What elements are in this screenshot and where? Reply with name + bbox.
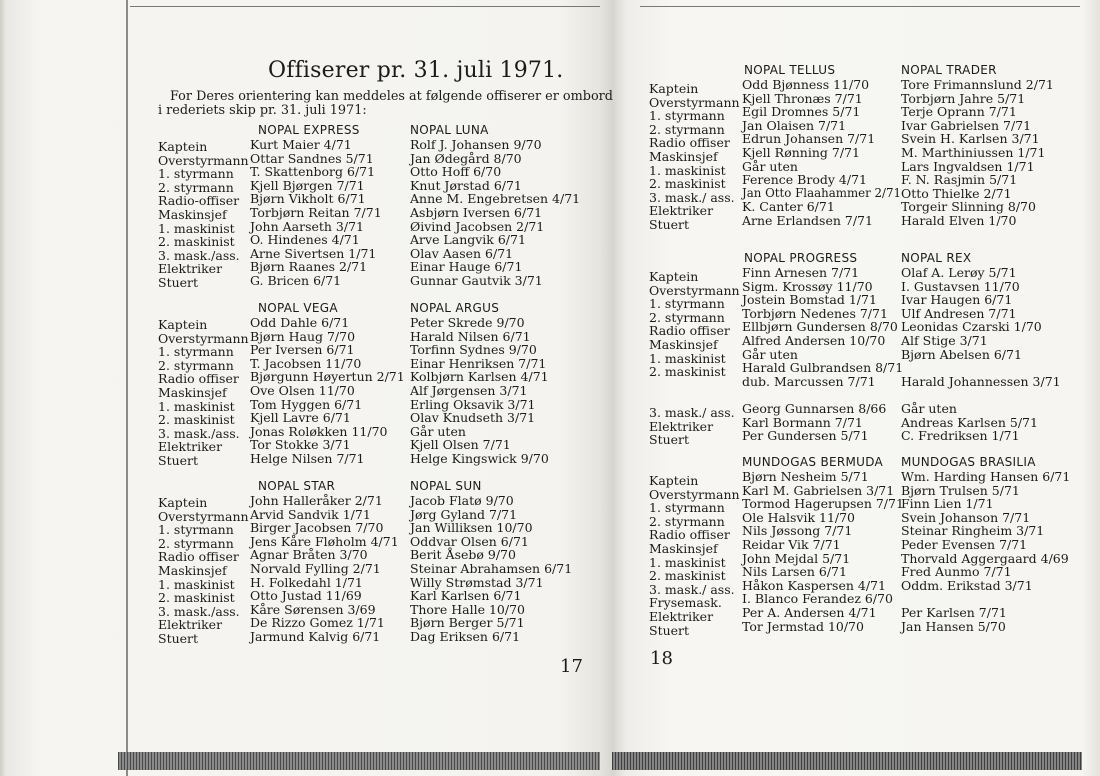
officer-entry: Bjørn Berger 5/71 [410,615,525,631]
officer-entry: Andreas Karlsen 5/71 [901,414,1038,430]
top-rule [640,6,1080,7]
officer-entry: Odd Bjønness 11/70 [742,77,870,92]
rank-label: Stuert [158,630,199,646]
officer-entry: De Rizzo Gomez 1/71 [250,615,385,631]
officer-entry: Tor Jermstad 10/70 [742,618,864,634]
officer-entry: Finn Lien 1/71 [901,496,994,512]
rank-label: Elektriker [649,608,714,624]
officer-entry [901,388,1061,402]
officer-entry: Nils Larsen 6/71 [742,564,847,580]
rank-label: 3. mask./ass. [158,425,240,441]
officer-entry: Svein Johanson 7/71 [901,509,1031,525]
officer-entry: Willy Strømstad 3/71 [410,574,544,590]
officer-entry: Torbjørn Reitan 7/71 [250,204,382,220]
rank-label: 1. styrmann [158,522,234,538]
officer-entry: John Halleråker 2/71 [250,493,383,508]
officer-entry: Leonidas Czarski 1/70 [901,319,1042,335]
rank-column [649,270,740,447]
rank-label: Radio offiser [649,527,730,543]
page-number: 18 [650,648,673,669]
officer-entry: Terje Oprann 7/71 [901,104,1017,120]
officer-entry: Thorvald Aggergaard 4/69 [901,550,1069,566]
officer-entry: Svein H. Karlsen 3/71 [901,131,1040,147]
rank-label: Elektriker [649,203,714,219]
officer-entry: Dag Eriksen 6/71 [410,628,521,644]
rank-label: Overstyrmann [158,152,249,168]
officer-entry: Bjørgunn Høyertun 2/71 [250,369,405,385]
officer-entry: Olaf A. Lerøy 5/71 [901,265,1017,280]
rank-label [649,392,740,406]
page-title: Offiserer pr. 31. juli 1971. [268,58,564,83]
top-rule [130,6,600,7]
rank-label: 2. maskinist [158,590,235,606]
rank-label: Elektriker [158,439,223,455]
officer-entry: Karl M. Gabrielsen 3/71 [742,482,895,498]
officer-entry: Tormod Hagerupsen 7/71 [742,496,904,512]
officer-entry: Jonas Roløkken 11/70 [250,423,388,439]
rank-column [158,140,249,290]
officer-entry: Helge Kingswick 9/70 [410,450,549,466]
rank-label: 1. maskinist [649,554,726,570]
officer-entry: Ivar Gabrielsen 7/71 [901,117,1032,133]
rank-column [158,318,249,468]
rank-label: 1. maskinist [158,220,235,236]
officer-entry: Reidar Vik 7/71 [742,536,841,552]
officer-entry: Jan Ødegård 8/70 [410,150,522,166]
officer-entry: K. Canter 6/71 [742,199,835,215]
officer-entry: Alfred Andersen 10/70 [742,332,886,348]
ship-name: NOPAL ARGUS [410,301,500,315]
rank-label: Stuert [649,622,690,638]
ship-column [742,454,904,633]
rank-label: Elektriker [649,418,714,434]
officer-entry: Bjørn Vikholt 6/71 [250,191,366,207]
intro-line: i rederiets skip pr. 31. juli 1971: [158,103,367,118]
rank-label: Overstyrmann [158,508,249,524]
officer-entry: Harald Johannessen 3/71 [901,373,1061,389]
officer-entry: Gunnar Gautvik 3/71 [410,272,543,288]
rank-label: Kaptein [649,81,699,96]
scan-edge-strip [118,752,600,770]
officer-entry: Olav Aasen 6/71 [410,245,514,261]
officer-entry [901,592,1070,606]
officer-entry: Jostein Bomstad 1/71 [742,292,877,308]
officer-entry: Birger Jacobsen 7/70 [250,520,384,536]
officer-entry: Steinar Ringheim 3/71 [901,523,1045,539]
officer-entry: Jan Olaisen 7/71 [742,117,847,133]
rank-label: Elektriker [158,617,223,633]
officer-entry: Karl Bormann 7/71 [742,414,863,430]
officer-entry: Ference Brody 4/71 [742,172,867,188]
officer-entry: Kjell Olsen 7/71 [410,437,511,453]
officer-entry: Agnar Bråten 3/70 [250,547,368,563]
ship-name: NOPAL REX [901,251,972,265]
officer-entry [742,388,903,402]
rank-label: 3. mask./ass. [158,603,240,619]
rank-label: 2. styrmann [158,357,234,373]
officer-entry: Ulf Andresen 7/71 [901,305,1017,321]
rank-label: Elektriker [158,261,223,277]
officer-entry: Bjørn Abelsen 6/71 [901,346,1022,362]
officer-entry: dub. Marcussen 7/71 [742,373,876,389]
ship-column [410,300,549,466]
officer-entry: Per A. Andersen 4/71 [742,604,877,620]
officer-entry: Alf Jørgensen 3/71 [410,382,528,398]
rank-label: Maskinsjef [649,540,718,556]
rank-label: 1. styrmann [158,166,234,182]
officer-entry: Per Gundersen 5/71 [742,428,869,444]
officer-entry: Anne M. Engebretsen 4/71 [410,191,581,207]
officer-entry: Per Iversen 6/71 [250,342,355,358]
officer-entry: Kjell Bjørgen 7/71 [250,177,365,193]
officer-entry: Otto Justad 11/69 [250,588,362,604]
officer-entry: Asbjørn Iversen 6/71 [410,204,543,220]
officer-entry: F. N. Rasjmin 5/71 [901,172,1018,188]
ship-name: NOPAL PROGRESS [744,251,858,265]
officer-entry: Karl Karlsen 6/71 [410,588,522,604]
rank-label: 1. maskinist [158,398,235,414]
officer-entry: Kjell Lavre 6/71 [250,410,351,426]
ship-name: NOPAL LUNA [410,123,489,137]
intro-line: For Deres orientering kan meddeles at følgende offiserer er ombord [170,89,613,104]
officer-entry: Rolf J. Johansen 9/70 [410,137,542,152]
officer-entry: Arne Sivertsen 1/71 [250,245,377,261]
officer-entry: Peter Skrede 9/70 [410,315,525,330]
rank-label: 2. styrmann [158,179,234,195]
rank-label: 1. styrmann [649,108,725,124]
rank-label: Radio offiser [158,549,239,565]
rank-label: 3. mask./ass. [158,247,240,263]
officer-entry: Kolbjørn Karlsen 4/71 [410,369,549,385]
officer-entry: C. Fredriksen 1/71 [901,428,1020,444]
officer-entry: G. Bricen 6/71 [250,272,342,288]
ship-column [410,478,572,644]
officer-entry: Otto Thielke 2/71 [901,185,1012,201]
rank-label: Stuert [649,432,690,448]
rank-label: 2. maskinist [649,364,726,380]
rank-label: 2. maskinist [158,412,235,428]
officer-entry: Jan Williksen 10/70 [410,520,533,536]
ship-name: NOPAL SUN [410,479,482,493]
officer-entry: Går uten [901,400,957,416]
rank-label: Maskinsjef [158,206,227,222]
page-number: 17 [560,656,583,677]
officer-entry: Jan Otto Flaahammer 2/71 [742,185,902,200]
rank-label: Stuert [158,274,199,290]
rank-label: Stuert [158,452,199,468]
officer-entry: I. Blanco Ferandez 6/70 [742,591,893,607]
rank-label: Frysemask. [649,595,722,611]
officer-entry: M. Marthiniussen 1/71 [901,144,1046,160]
ship-column [250,300,405,466]
officer-entry: Bjørn Haug 7/70 [250,328,356,344]
officer-entry: Berit Åsebø 9/70 [410,547,516,563]
officer-entry: Norvald Fylling 2/71 [250,560,381,576]
ship-column [901,250,1061,443]
ship-column [901,62,1054,228]
officer-entry: Harald Gulbrandsen 8/71 [742,360,904,376]
rank-label: Overstyrmann [158,330,249,346]
officer-entry: Arne Erlandsen 7/71 [742,212,873,228]
officer-entry: Odd Dahle 6/71 [250,315,350,330]
rank-label: Overstyrmann [649,282,740,298]
rank-label: Overstyrmann [649,486,740,502]
rank-label: Kaptein [158,139,208,154]
ship-name: NOPAL EXPRESS [258,123,360,137]
officer-entry: Torbjørn Jahre 5/71 [901,90,1026,106]
rank-label: 3. mask./ ass. [649,404,735,420]
officer-entry: Oddm. Erikstad 3/71 [901,577,1033,593]
officer-entry: Øivind Jacobsen 2/71 [410,218,545,234]
rank-label: 2. styrmann [649,309,725,325]
officer-entry: Ole Halsvik 11/70 [742,509,856,525]
ship-column [742,250,903,443]
rank-label: 1. maskinist [649,350,726,366]
officer-entry: Jens Kåre Fløholm 4/71 [250,533,399,549]
officer-entry: Ove Olsen 11/70 [250,382,355,398]
ship-column [410,122,580,288]
officer-entry: Georg Gunnarsen 8/66 [742,400,887,416]
officer-entry: John Aarseth 3/71 [250,218,364,234]
officer-entry: Edrun Johansen 7/71 [742,131,876,147]
scan-edge-strip [612,752,1082,770]
officer-entry: Helge Nilsen 7/71 [250,450,365,466]
rank-column [649,474,740,637]
officer-entry: Peder Evensen 7/71 [901,536,1028,552]
officer-entry: T. Skattenborg 6/71 [250,164,376,180]
officer-entry: Bjørn Nesheim 5/71 [742,469,869,484]
rank-label: Kaptein [649,473,699,488]
rank-label: 3. mask./ ass. [649,189,735,205]
rank-label: Stuert [649,216,690,232]
officer-entry: Per Karlsen 7/71 [901,604,1007,620]
officer-entry: Kjell Rønning 7/71 [742,144,860,160]
officer-entry: Går uten [742,346,798,362]
rank-label: Kaptein [158,317,208,332]
officer-entry: Jarmund Kalvig 6/71 [250,628,381,644]
rank-label: Maskinsjef [649,148,718,164]
rank-label: Radio offiser [649,135,730,151]
rank-label: Radio offiser [649,323,730,339]
officer-entry: Fred Aunmo 7/71 [901,564,1012,580]
officer-entry: Ivar Haugen 6/71 [901,292,1013,308]
rank-label: 2. styrmann [649,513,725,529]
officer-entry: Tor Stokke 3/71 [250,437,351,453]
officer-entry: Lars Ingvaldsen 1/71 [901,158,1035,174]
rank-label: 2. maskinist [158,234,235,250]
officer-entry: Kåre Sørensen 3/69 [250,601,376,617]
officer-entry: Jørg Gyland 7/71 [410,506,518,522]
rank-label: 3. mask./ ass. [649,581,735,597]
officer-entry: Jan Hansen 5/70 [901,618,1006,634]
ship-name: NOPAL STAR [258,479,336,493]
officer-entry: Torgeir Slinning 8/70 [901,199,1036,215]
officer-entry: Jacob Flatø 9/70 [410,493,514,508]
officer-entry: I. Gustavsen 11/70 [901,278,1020,294]
rank-label: 1. styrmann [649,500,725,516]
officer-entry: Håkon Kaspersen 4/71 [742,577,886,593]
ship-name: MUNDOGAS BERMUDA [742,455,884,469]
rank-label [649,379,740,393]
ship-name: NOPAL TELLUS [744,63,836,77]
officer-entry: Finn Arnesen 7/71 [742,265,860,280]
officer-entry: Knut Jørstad 6/71 [410,177,522,193]
officer-entry: Går uten [742,158,798,174]
ship-name: MUNDOGAS BRASILIA [901,455,1036,469]
officer-entry: Går uten [410,423,466,439]
officer-entry: Harald Elven 1/70 [901,212,1017,228]
officer-entry: Egil Dromnes 5/71 [742,104,861,120]
officer-entry: Ottar Sandnes 5/71 [250,150,374,166]
rank-label: Maskinsjef [649,336,718,352]
rank-label: 1. maskinist [158,576,235,592]
rank-label: Radio-offiser [158,193,240,209]
officer-entry: Oddvar Olsen 6/71 [410,533,529,549]
officer-entry: Harald Nilsen 6/71 [410,328,531,344]
officer-entry: Bjørn Trulsen 5/71 [901,482,1020,498]
ship-column [742,62,901,228]
officer-entry: John Mejdal 5/71 [742,550,851,566]
rank-column [649,82,740,232]
officer-entry: Thore Halle 10/70 [410,601,526,617]
officer-entry: Wm. Harding Hansen 6/71 [901,469,1071,484]
officer-entry: Torbjørn Nedenes 7/71 [742,305,888,321]
ship-name: NOPAL VEGA [258,301,338,315]
officer-entry: Kurt Maier 4/71 [250,137,352,152]
officer-entry: Arve Langvik 6/71 [410,232,526,248]
officer-entry: Otto Hoff 6/70 [410,164,502,180]
officer-entry: Erling Oksavik 3/71 [410,396,536,412]
officer-entry: Alf Stige 3/71 [901,332,988,348]
rank-label: 2. styrmann [649,121,725,137]
rank-label: Radio offiser [158,371,239,387]
officer-entry: Sigm. Krossøy 11/70 [742,278,873,294]
rank-label: 1. maskinist [649,162,726,178]
rank-column [158,496,249,646]
officer-entry: Torfinn Sydnes 9/70 [410,342,537,358]
page-edge-shadow [126,0,128,776]
officer-entry: Kjell Thronæs 7/71 [742,90,863,106]
officer-entry: Einar Henriksen 7/71 [410,355,547,371]
officer-entry [901,361,1061,375]
ship-column [250,478,399,644]
officer-entry: T. Jacobsen 11/70 [250,355,362,371]
officer-entry: Steinar Abrahamsen 6/71 [410,560,573,576]
officer-entry: Einar Hauge 6/71 [410,259,523,275]
officer-entry: O. Hindenes 4/71 [250,232,360,248]
officer-entry: Ellbjørn Gundersen 8/70 [742,319,898,335]
ship-name: NOPAL TRADER [901,63,997,77]
ship-column [901,454,1070,633]
officer-entry: Tom Hyggen 6/71 [250,396,363,412]
rank-label: 2. maskinist [649,568,726,584]
rank-label: 2. maskinist [649,176,726,192]
rank-label: 1. styrmann [158,344,234,360]
rank-label: 1. styrmann [649,296,725,312]
ship-column [250,122,382,288]
officer-entry: Bjørn Raanes 2/71 [250,259,368,275]
officer-entry: H. Folkedahl 1/71 [250,574,363,590]
rank-label: Kaptein [158,495,208,510]
officer-entry: Olav Knudseth 3/71 [410,410,536,426]
rank-label: Overstyrmann [649,94,740,110]
officer-entry: Nils Jøssong 7/71 [742,523,853,539]
rank-label: 2. styrmann [158,535,234,551]
rank-label: Kaptein [649,269,699,284]
rank-label: Maskinsjef [158,562,227,578]
rank-label: Maskinsjef [158,384,227,400]
officer-entry: Arvid Sandvik 1/71 [250,506,371,522]
officer-entry: Tore Frimannslund 2/71 [901,77,1054,92]
